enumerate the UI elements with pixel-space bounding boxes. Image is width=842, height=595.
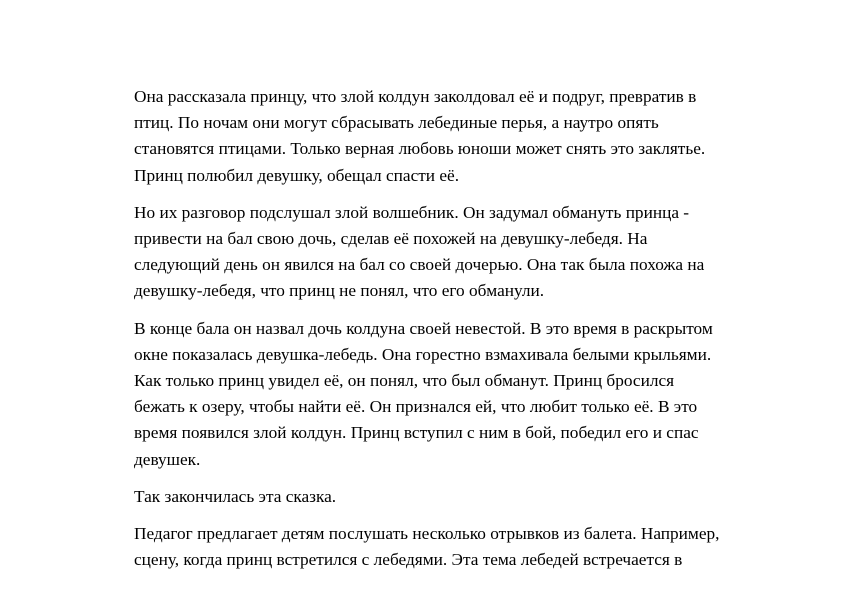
paragraph-2 (134, 200, 764, 305)
text-line: птиц. По ночам они могут сбрасывать лебединые перья, а наутро опять (134, 113, 659, 133)
text-line: Так закончилась эта сказка. (134, 486, 337, 506)
paragraph-3 (134, 316, 764, 473)
text-line: Но их разговор подслушал злой волшебник. Он задумал обмануть принца - (134, 202, 690, 222)
paragraph-5 (134, 521, 764, 573)
text-line: сцену, когда принц встретился с лебедями. Эта тема лебедей встречается в (134, 550, 683, 570)
document-body (134, 84, 764, 584)
text-line: привести на бал свою дочь, сделав её похожей на девушку-лебедя. На (134, 229, 648, 249)
text-line: девушек. (134, 449, 201, 469)
text-line: девушку-лебедя, что принц не понял, что его обманули. (134, 281, 545, 301)
paragraph-1 (134, 84, 764, 189)
text-line: Как только принц увидел её, он понял, что был обманут. Принц бросился (134, 371, 675, 391)
text-line: становятся птицами. Только верная любовь юноши может снять это заклятье. (134, 139, 706, 159)
text-line: следующий день он явился на бал со своей дочерью. Она так была похожа на (134, 255, 705, 275)
paragraph-4 (134, 484, 764, 510)
text-line: Принц полюбил девушку, обещал спасти её. (134, 165, 460, 185)
text-line: Она рассказала принцу, что злой колдун заколдовал её и подруг, превратив в (134, 87, 697, 106)
text-line: время появился злой колдун. Принц вступил с ним в бой, победил его и спас (134, 423, 699, 443)
text-line: окне показалась девушка-лебедь. Она горестно взмахивала белыми крыльями. (134, 344, 712, 364)
text-line: бежать к озеру, чтобы найти её. Он признался ей, что любит только её. В это (134, 397, 698, 417)
text-line: Педагог предлагает детям послушать несколько отрывков из балета. Например, (134, 524, 720, 544)
text-line: В конце бала он назвал дочь колдуна своей невестой. В это время в раскрытом (134, 318, 713, 338)
